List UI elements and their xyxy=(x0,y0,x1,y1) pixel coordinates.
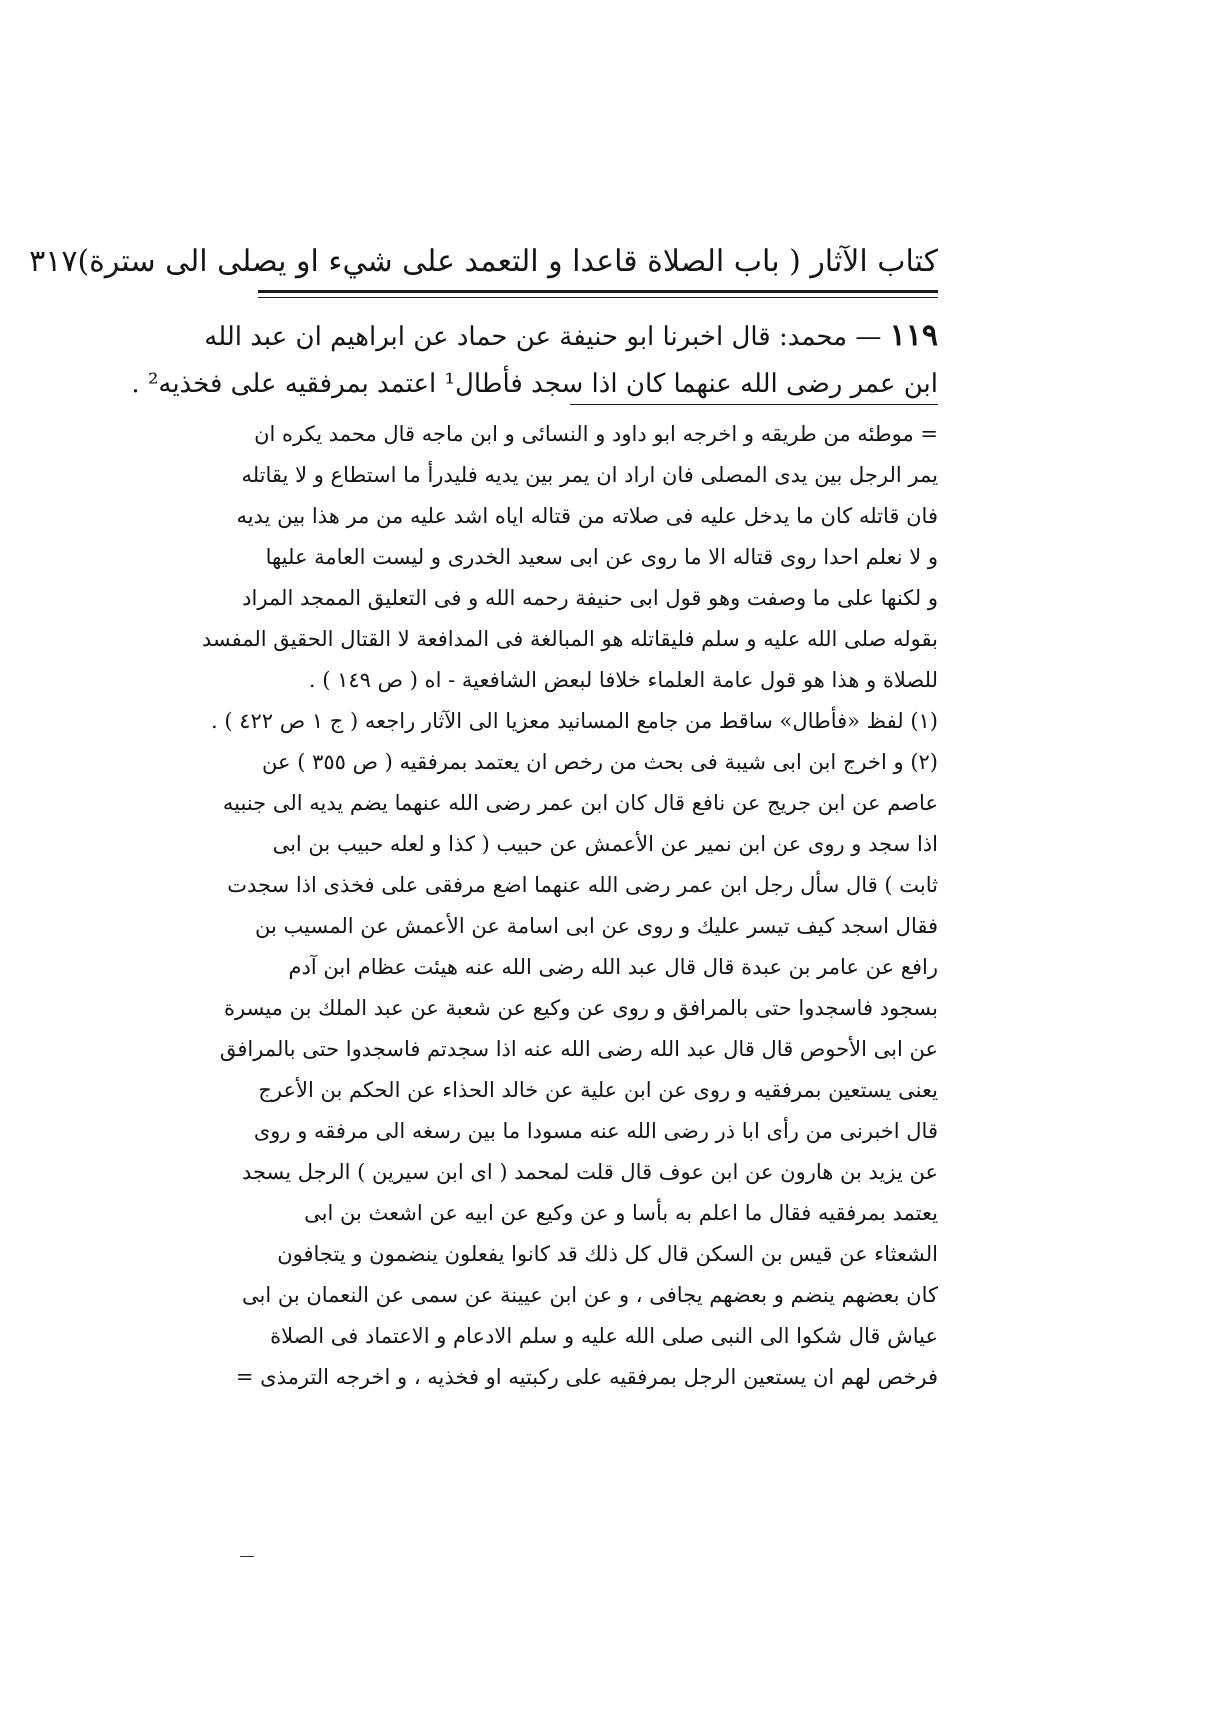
margin-mark xyxy=(240,1556,254,1557)
footnote-line: و لا نعلم احدا روى قتاله الا ما روى عن ابى سعيد الخدرى و ليست العامة عليها xyxy=(265,545,938,569)
footnote-line: فرخص لهم ان يستعين الرجل بمرفقيه على ركبتيه او فخذيه ، و اخرجه الترمذى = xyxy=(235,1365,938,1389)
running-header xyxy=(29,232,938,292)
footnote-separator xyxy=(570,404,938,405)
header-rule-thick xyxy=(258,290,938,293)
footnote-line: للصلاة و هذا هو قول عامة العلماء خلافا لبعض الشافعية - اه ( ص ١٤٩ ) . xyxy=(308,668,938,692)
hadith-line-2: ابن عمر رضى الله عنهما كان اذا سجد فأطال¹ اعتمد بمرفقيه على فخذيه² . xyxy=(131,369,938,399)
footnote-line: الشعثاء عن قيس بن السكن قال كل ذلك قد كانوا يفعلون ينضمون و يتجافون xyxy=(277,1242,938,1266)
footnote-line: فقال اسجد كيف تيسر عليك و روى عن ابى اسامة عن الأعمش عن المسيب بن xyxy=(255,914,938,938)
hadith-line-1 xyxy=(204,312,938,360)
footnote-line: عاصم عن ابن جريج عن نافع قال كان ابن عمر رضى الله عنهما يضم يديه الى جنبيه xyxy=(222,791,938,815)
footnote-1: (١) لفظ «فأطال» ساقط من جامع المسانيد معزيا الى الآثار راجعه ( ج ١ ص ٤٢٢ ) . xyxy=(211,709,938,733)
footnote-line: عن ابى الأحوص قال قال عبد الله رضى الله عنه اذا سجدتم فاسجدوا حتى بالمرافق xyxy=(219,1037,938,1061)
footnote-line: اذا سجد و روى عن ابن نمير عن الأعمش عن حبيب ( كذا و لعله حبيب بن ابى xyxy=(272,832,938,856)
footnote-line: يعتمد بمرفقيه فقال ما اعلم به بأسا و عن وكيع عن ابيه عن اشعث بن ابى xyxy=(304,1201,938,1225)
hadith-text xyxy=(131,312,938,408)
footnote-line: و لكنها على ما وصفت وهو قول ابى حنيفة رحمه الله و فى التعليق الممجد المراد xyxy=(242,586,938,610)
footnote-line: كان بعضهم ينضم و بعضهم يجافى ، و عن ابن عيينة عن سمى عن النعمان بن ابى xyxy=(241,1283,938,1307)
footnote-line: بسجود فاسجدوا حتى بالمرافق و روى عن وكيع عن شعبة عن عبد الملك بن ميسرة xyxy=(224,996,938,1020)
header-rule-thin xyxy=(258,297,938,298)
footnote-line: رافع عن عامر بن عبدة قال قال عبد الله رضى الله عنه هيئت عظام ابن آدم xyxy=(288,955,938,979)
footnote-line: يمر الرجل بين يدى المصلى فان اراد ان يمر بين يديه فليدرأ ما استطاع و لا يقاتله xyxy=(241,463,938,487)
footnote-line: عياش قال شكوا الى النبى صلى الله عليه و سلم الادعام و الاعتماد فى الصلاة xyxy=(270,1324,938,1348)
footnote-line: فان قاتله كان ما يدخل عليه فى صلاته من قتاله اياه اشد عليه من مر هذا بين يديه xyxy=(236,504,938,528)
footnote-2: (٢) و اخرج ابن ابى شيبة فى بحث من رخص ان يعتمد بمرفقيه ( ص ٣٥٥ ) عن xyxy=(262,750,938,774)
footnote-line: يعنى يستعين بمرفقيه و روى عن ابن علية عن خالد الحذاء عن الحكم بن الأعرج xyxy=(258,1078,938,1102)
header-title: كتاب الآثار ( باب الصلاة قاعدا و التعمد على شيء او يصلى الى سترة) xyxy=(77,244,938,279)
footnotes xyxy=(201,414,938,1398)
page-number: ٣١٧ xyxy=(29,244,78,279)
footnote-line: ثابت ) قال سأل رجل ابن عمر رضى الله عنهما اضع مرفقى على فخذى اذا سجدت xyxy=(227,873,938,897)
footnote-line: = موطئه من طريقه و اخرجه ابو داود و النسائى و ابن ماجه قال محمد يكره ان xyxy=(254,422,938,446)
footnote-line: عن يزيد بن هارون عن ابن عوف قال قلت لمحمد ( اى ابن سيرين ) الرجل يسجد xyxy=(241,1160,938,1184)
footnote-line: بقوله صلى الله عليه و سلم فليقاتله هو المبالغة فى المدافعة لا القتال الحقيق المفسد xyxy=(201,627,938,651)
hadith-line-1-text: — محمد: قال اخبرنا ابو حنيفة عن حماد عن ابراهيم ان عبد الله xyxy=(204,322,882,352)
footnote-line: قال اخبرنى من رأى ابا ذر رضى الله عنه مسودا ما بين رسغه الى مرفقه و روى xyxy=(253,1119,938,1143)
hadith-number: ١١٩ xyxy=(889,318,938,353)
